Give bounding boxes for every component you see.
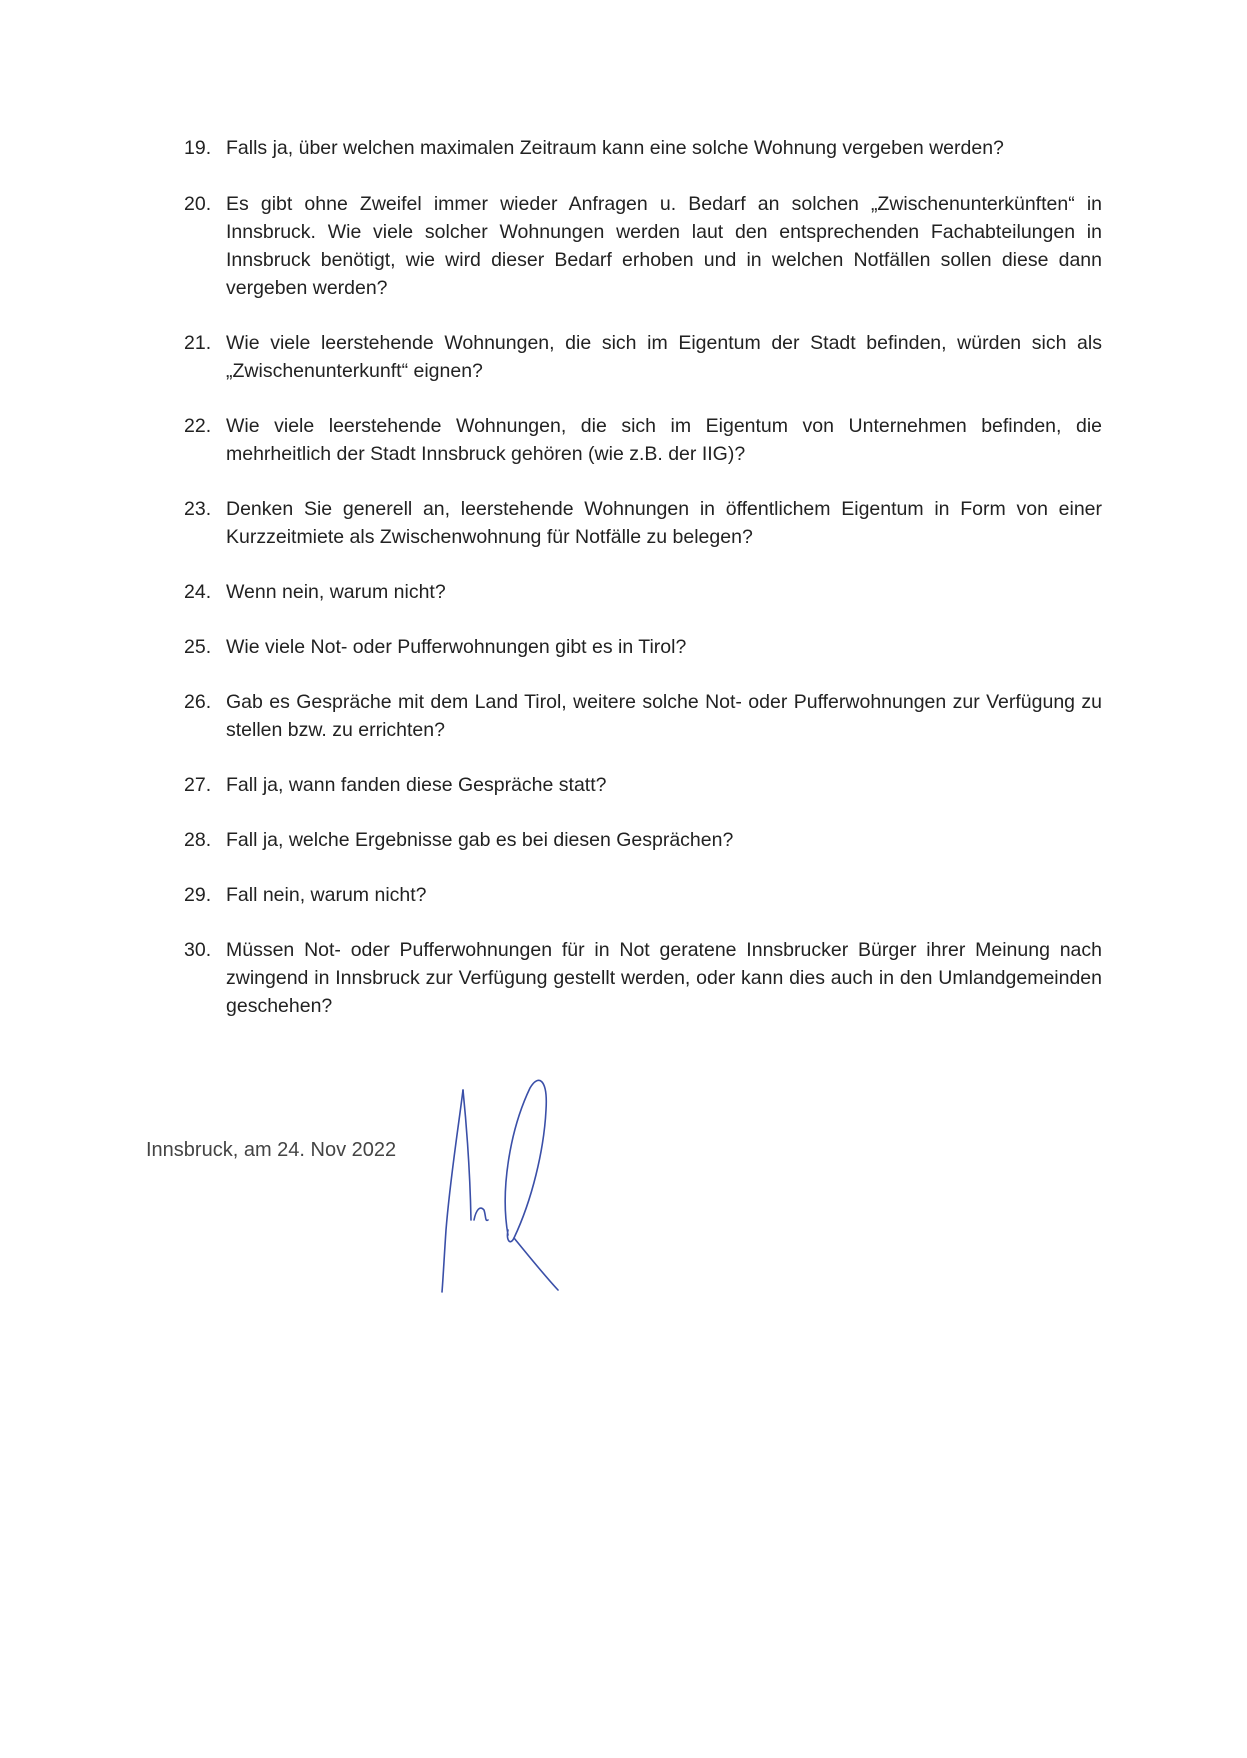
question-text: Wie viele Not- oder Pufferwohnungen gibt es in Tirol? [226,636,687,658]
question-text: Wie viele leerstehende Wohnungen, die sich im Eigentum von Unternehmen befinden, die mehrheitlich der Stadt Innsbruck gehören (wie z.B. der IIG)? [226,415,1102,465]
question-number: 20. [184,193,212,215]
question-20 [184,190,1102,302]
question-28 [184,826,1102,854]
question-number: 25. [184,636,212,658]
question-text: Falls ja, über welchen maximalen Zeitraum kann eine solche Wohnung vergeben werden? [226,137,1004,159]
question-number: 28. [184,829,212,851]
question-text: Fall nein, warum nicht? [226,884,427,906]
question-26 [184,688,1102,744]
question-19 [184,134,1102,162]
question-text: Fall ja, wann fanden diese Gespräche statt? [226,774,607,796]
question-number: 21. [184,332,212,354]
question-23 [184,495,1102,551]
question-text: Fall ja, welche Ergebnisse gab es bei diesen Gesprächen? [226,829,734,851]
question-29 [184,881,1102,909]
question-text: Gab es Gespräche mit dem Land Tirol, weitere solche Not- oder Pufferwohnungen zur Verfügung zu stellen bzw. zu errichten? [226,691,1102,741]
question-number: 30. [184,939,212,961]
question-number: 26. [184,691,212,713]
question-number: 19. [184,137,212,159]
question-text: Wie viele leerstehende Wohnungen, die sich im Eigentum der Stadt befinden, würden sich als „Zwischenunterkunft“ eignen? [226,332,1102,382]
question-21 [184,329,1102,385]
place-date: Innsbruck, am 24. Nov 2022 [146,1139,397,1161]
question-number: 22. [184,415,212,437]
question-text: Es gibt ohne Zweifel immer wieder Anfragen u. Bedarf an solchen „Zwischenunterkünften“ in Innsbruck. Wie viele solcher Wohnungen werden laut den entsprechenden Fachabteilungen in Innsbruck benötigt, wie wird dieser Bedarf erhoben und in welchen Notfällen sollen diese dann vergeben werden? [226,193,1102,299]
question-number: 24. [184,581,212,603]
question-30 [184,936,1102,1020]
question-text: Wenn nein, warum nicht? [226,581,446,603]
question-24 [184,578,1102,606]
question-22 [184,412,1102,468]
question-number: 29. [184,884,212,906]
question-27 [184,771,1102,799]
question-25 [184,633,1102,661]
question-text: Denken Sie generell an, leerstehende Wohnungen in öffentlichem Eigentum in Form von einer Kurzzeitmiete als Zwischenwohnung für Notfälle zu belegen? [226,498,1102,548]
question-text: Müssen Not- oder Pufferwohnungen für in Not geratene Innsbrucker Bürger ihrer Meinung nach zwingend in Innsbruck zur Verfügung gestellt werden, oder kann dies auch in den Umlandgemeinden geschehen? [226,939,1102,1017]
handwritten-signature-icon [440,1070,600,1300]
question-list [184,134,1102,1020]
question-number: 27. [184,774,212,796]
question-number: 23. [184,498,212,520]
